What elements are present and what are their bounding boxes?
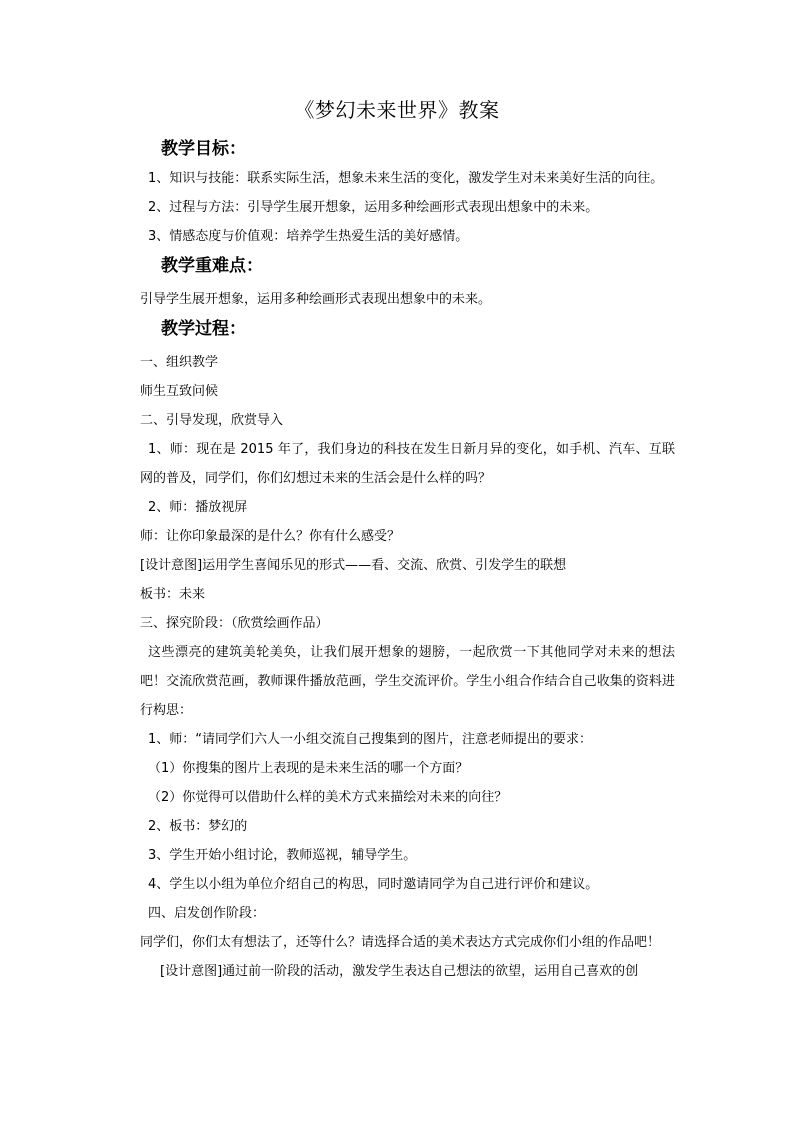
process-line: 同学们，你们太有想法了，还等什么？请选择合适的美术表达方式完成你们小组的作品吧！ xyxy=(140,935,661,950)
process-line: 2、板书：梦幻的 xyxy=(148,819,248,834)
section-heading-process: 教学过程： xyxy=(161,319,246,339)
process-line: 师生互致问候 xyxy=(140,384,219,399)
goal-item: 3、情感态度与价值观：培养学生热爱生活的美好感情。 xyxy=(148,229,469,244)
page-title: 《梦幻未来世界》教案 xyxy=(294,98,500,122)
document-body xyxy=(140,138,675,986)
process-line: 四、启发创作阶段： xyxy=(148,906,266,921)
process-line: 1、师：现在是 2015 年了，我们身边的科技在发生日新月异的变化，如手机、汽车、互联网的普及，同学们，你们幻想过未来的生活会是什么样的吗？ xyxy=(140,442,675,486)
section-heading-key-points: 教学重难点： xyxy=(161,256,263,276)
process-line: （1）你搜集的图片上表现的是未来生活的哪一个方面？ xyxy=(148,761,469,776)
process-line: 3、学生开始小组讨论，教师巡视，辅导学生。 xyxy=(148,848,417,863)
process-line: 2、师：播放视屏 xyxy=(148,500,248,515)
process-line: [设计意图]通过前一阶段的活动，激发学生表达自己想法的欲望，运用自己喜欢的创 xyxy=(160,964,639,979)
process-line: 4、学生以小组为单位介绍自己的构思，同时邀请同学为自己进行评价和建议。 xyxy=(148,877,599,892)
key-points-text: 引导学生展开想象，运用多种绘画形式表现出想象中的未来。 xyxy=(140,292,492,307)
process-line: 师：让你印象最深的是什么？你有什么感受？ xyxy=(140,529,401,544)
goal-item: 2、过程与方法：引导学生展开想象，运用多种绘画形式表现出想象中的未来。 xyxy=(148,200,599,215)
process-line: （2）你觉得可以借助什么样的美术方式来描绘对未来的向往？ xyxy=(148,790,508,805)
section-heading-goals: 教学目标： xyxy=(161,139,246,159)
process-line: 一、组织教学 xyxy=(140,355,219,370)
process-line: 1、师：“请同学们六人一小组交流自己搜集到的图片，注意老师提出的要求： xyxy=(148,732,593,747)
process-line: 三、探究阶段：（欣赏绘画作品） xyxy=(140,616,329,631)
process-line: 板书：未来 xyxy=(140,587,206,602)
goal-item: 1、知识与技能：联系实际生活，想象未来生活的变化，激发学生对未来美好生活的向往。 xyxy=(148,171,664,186)
process-line: [设计意图]运用学生喜闻乐见的形式——看、交流、欣赏、引发学生的联想 xyxy=(140,558,567,573)
process-line: 二、引导发现，欣赏导入 xyxy=(140,413,284,428)
process-line: 这些漂亮的建筑美轮美奂，让我们展开想象的翅膀，一起欣赏一下其他同学对未来的想法吧！交流欣赏范画，教师课件播放范画，学生交流评价。学生小组合作结合自己收集的资料进行构思： xyxy=(140,645,675,718)
